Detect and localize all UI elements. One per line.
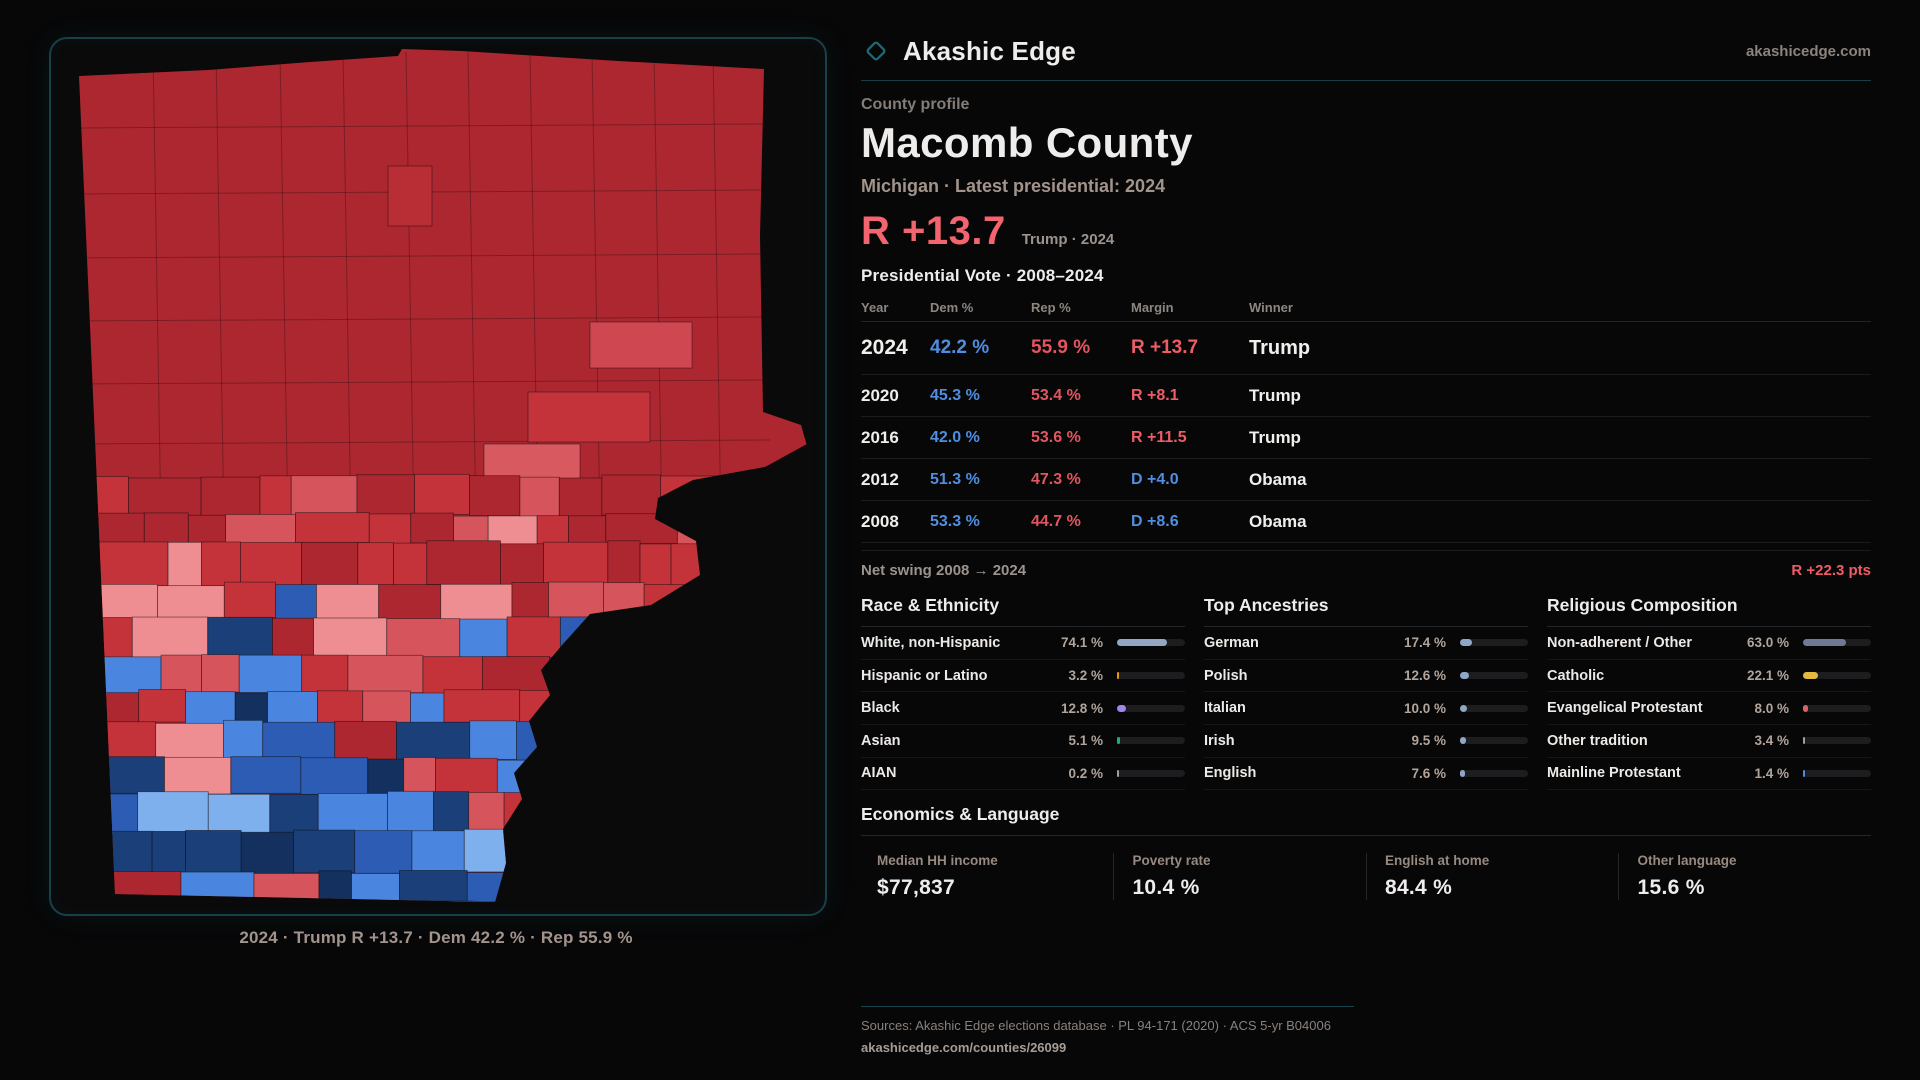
net-swing-label: Net swing 2008 → 2024: [861, 562, 1027, 580]
county-precinct-map[interactable]: [51, 39, 825, 914]
demo-bar-track: [1117, 639, 1185, 646]
economics-stat-label: English at home: [1384, 853, 1490, 869]
demo-bar-track: [1460, 737, 1528, 744]
demo-row: [1204, 725, 1528, 758]
demo-bar-fill: [1460, 737, 1466, 744]
demo-label: Mainline Protestant: [1547, 765, 1681, 782]
demo-bar-track: [1803, 770, 1871, 777]
demo-bar-track: [1803, 672, 1871, 679]
vote-year: 2008: [861, 511, 899, 531]
demo-bar-fill: [1803, 672, 1818, 679]
demo-label: English: [1204, 765, 1257, 782]
demo-row: [1204, 692, 1528, 725]
vote-table-row: [861, 375, 1871, 417]
brand-name: Akashic Edge: [903, 35, 1076, 66]
demo-value: 7.6 %: [1411, 765, 1446, 781]
demo-label: German: [1204, 634, 1259, 651]
map-caption: 2024 · Trump R +13.7 · Dem 42.2 % · Rep 55.9 %: [239, 928, 633, 947]
vote-table-row: [861, 322, 1871, 375]
vote-table-row: [861, 459, 1871, 501]
demographics-column-title: Race & Ethnicity: [861, 595, 1185, 627]
demo-label: Non-adherent / Other: [1547, 634, 1693, 651]
demo-bar-fill: [1803, 705, 1808, 712]
demo-bar-fill: [1117, 737, 1120, 744]
vote-margin: R +13.7: [1131, 337, 1199, 359]
demo-label: Hispanic or Latino: [861, 667, 988, 684]
vote-margin: R +11.5: [1131, 428, 1187, 446]
headline-margin-caption: Trump · 2024: [1021, 231, 1115, 249]
economics-stat: [1618, 853, 1871, 900]
vote-margin: D +8.6: [1131, 512, 1179, 530]
demo-label: Catholic: [1547, 667, 1605, 684]
header-divider: [861, 80, 1871, 81]
demo-row: [861, 692, 1185, 725]
demo-bar-track: [1117, 672, 1185, 679]
page-title: Macomb County: [861, 119, 1193, 166]
demo-value: 9.5 %: [1411, 733, 1446, 749]
demo-label: Polish: [1204, 667, 1248, 684]
vote-table-row: [861, 417, 1871, 459]
demo-bar-track: [1460, 770, 1528, 777]
demo-value: 74.1 %: [1060, 635, 1103, 651]
demo-bar-fill: [1460, 705, 1467, 712]
economics-stat-label: Other language: [1637, 853, 1737, 869]
demo-bar-fill: [1117, 770, 1119, 777]
economics-stats-row: [861, 853, 1871, 900]
economics-stat: [1113, 853, 1366, 900]
economics-stat-label: Median HH income: [877, 853, 998, 869]
demo-row: [861, 627, 1185, 660]
vote-winner: Obama: [1249, 469, 1307, 489]
demo-bar-fill: [1803, 737, 1805, 744]
demo-value: 63.0 %: [1746, 635, 1789, 651]
economics-stat: [861, 853, 1113, 900]
demo-bar-fill: [1117, 639, 1167, 646]
demo-bar-track: [1460, 672, 1528, 679]
vote-rep-pct: 44.7 %: [1031, 512, 1081, 530]
vote-margin: R +8.1: [1131, 386, 1179, 404]
vote-table-row: [861, 501, 1871, 543]
vote-dem-pct: 42.0 %: [930, 428, 980, 446]
vote-year: 2024: [861, 336, 908, 360]
demo-bar-fill: [1117, 705, 1126, 712]
vote-dem-pct: 51.3 %: [930, 470, 980, 488]
demo-label: White, non-Hispanic: [861, 634, 1001, 651]
demo-row: [861, 660, 1185, 693]
demo-bar-fill: [1460, 770, 1465, 777]
demo-value: 3.2 %: [1068, 668, 1103, 684]
info-panel: [861, 30, 1871, 900]
demo-bar-fill: [1460, 672, 1469, 679]
header-bar: [861, 30, 1871, 72]
demo-value: 22.1 %: [1746, 668, 1789, 684]
demo-bar-fill: [1803, 639, 1846, 646]
demo-row: [1204, 627, 1528, 660]
demo-bar-fill: [1803, 770, 1805, 777]
vote-table-header: [861, 294, 1871, 322]
demo-value: 17.4 %: [1403, 635, 1446, 651]
demo-label: Black: [861, 700, 900, 717]
economics-stat-value: 15.6 %: [1637, 876, 1705, 900]
vote-col-header: Dem %: [930, 300, 974, 316]
vote-winner: Trump: [1249, 336, 1311, 359]
vote-col-header: Rep %: [1031, 300, 1071, 316]
vote-table: [861, 294, 1871, 543]
vote-dem-pct: 45.3 %: [930, 386, 980, 404]
demo-bar-track: [1460, 639, 1528, 646]
vote-dem-pct: 53.3 %: [930, 512, 980, 530]
demo-value: 8.0 %: [1754, 700, 1789, 716]
net-swing-row: [861, 550, 1871, 579]
economics-title: Economics & Language: [861, 804, 1871, 836]
demographics-grid: [861, 595, 1871, 790]
demo-label: Irish: [1204, 732, 1235, 749]
demo-bar-track: [1803, 737, 1871, 744]
demo-bar-track: [1117, 737, 1185, 744]
vote-col-header: Year: [861, 300, 889, 316]
demo-row: [1547, 758, 1871, 791]
brand-domain-link[interactable]: akashicedge.com: [1745, 42, 1871, 60]
demo-row: [1204, 758, 1528, 791]
demo-bar-track: [1117, 770, 1185, 777]
vote-rep-pct: 47.3 %: [1031, 470, 1081, 488]
footer-sources: Sources: Akashic Edge elections database · PL 94-171 (2020) · ACS 5-yr B04006: [861, 1018, 1331, 1033]
headline-stat: [861, 209, 1871, 254]
vote-col-header: Winner: [1249, 300, 1293, 316]
vote-winner: Obama: [1249, 511, 1307, 531]
demographics-column: [1547, 595, 1871, 790]
demo-bar-fill: [1460, 639, 1472, 646]
vote-year: 2020: [861, 385, 899, 405]
demo-value: 3.4 %: [1754, 733, 1789, 749]
eyebrow: County profile: [861, 96, 970, 113]
county-map-panel[interactable]: [49, 37, 827, 916]
economics-stat-value: 84.4 %: [1384, 876, 1453, 900]
economics-stat-value: 10.4 %: [1132, 876, 1200, 900]
demo-bar-track: [1460, 705, 1528, 712]
vote-year: 2012: [861, 469, 899, 489]
demo-bar-track: [1117, 705, 1185, 712]
vote-rep-pct: 55.9 %: [1031, 337, 1091, 359]
demo-row: [1204, 660, 1528, 693]
vote-rep-pct: 53.4 %: [1031, 386, 1081, 404]
headline-margin-value: R +13.7: [861, 209, 1006, 254]
demo-value: 1.4 %: [1754, 765, 1789, 781]
vote-col-header: Margin: [1131, 300, 1174, 316]
demo-label: Evangelical Protestant: [1547, 700, 1703, 717]
vote-year: 2016: [861, 427, 899, 447]
demo-value: 12.6 %: [1403, 668, 1446, 684]
net-swing-value: R +22.3 pts: [1791, 562, 1871, 580]
vote-winner: Trump: [1249, 427, 1301, 447]
demo-bar-track: [1803, 639, 1871, 646]
vote-winner: Trump: [1249, 385, 1301, 405]
demo-label: Asian: [861, 732, 901, 749]
economics-stat-value: $77,837: [877, 876, 956, 900]
demographics-column-title: Top Ancestries: [1204, 595, 1528, 627]
demo-value: 0.2 %: [1068, 765, 1103, 781]
diamond-logo-icon: [861, 36, 891, 66]
demo-label: AIAN: [861, 765, 897, 782]
vote-rep-pct: 53.6 %: [1031, 428, 1081, 446]
footer-permalink[interactable]: akashicedge.com/counties/26099: [861, 1040, 1067, 1055]
demographics-column-title: Religious Composition: [1547, 595, 1871, 627]
vote-table-title: Presidential Vote · 2008–2024: [861, 266, 1104, 286]
demo-row: [861, 725, 1185, 758]
demo-value: 12.8 %: [1060, 700, 1103, 716]
demo-row: [1547, 725, 1871, 758]
demo-row: [1547, 692, 1871, 725]
page-subtitle: Michigan · Latest presidential: 2024: [861, 176, 1166, 197]
demo-value: 10.0 %: [1403, 700, 1446, 716]
demographics-column: [861, 595, 1185, 790]
demo-value: 5.1 %: [1068, 733, 1103, 749]
demo-label: Italian: [1204, 700, 1246, 717]
demo-bar-fill: [1117, 672, 1119, 679]
vote-margin: D +4.0: [1131, 470, 1179, 488]
demographics-column: [1204, 595, 1528, 790]
footer: [861, 1006, 1354, 1055]
demo-row: [1547, 627, 1871, 660]
economics-stat: [1366, 853, 1619, 900]
demo-bar-track: [1803, 705, 1871, 712]
demo-row: [1547, 660, 1871, 693]
vote-dem-pct: 42.2 %: [930, 337, 990, 359]
economics-stat-label: Poverty rate: [1132, 853, 1211, 869]
demo-label: Other tradition: [1547, 732, 1648, 749]
demo-row: [861, 758, 1185, 791]
